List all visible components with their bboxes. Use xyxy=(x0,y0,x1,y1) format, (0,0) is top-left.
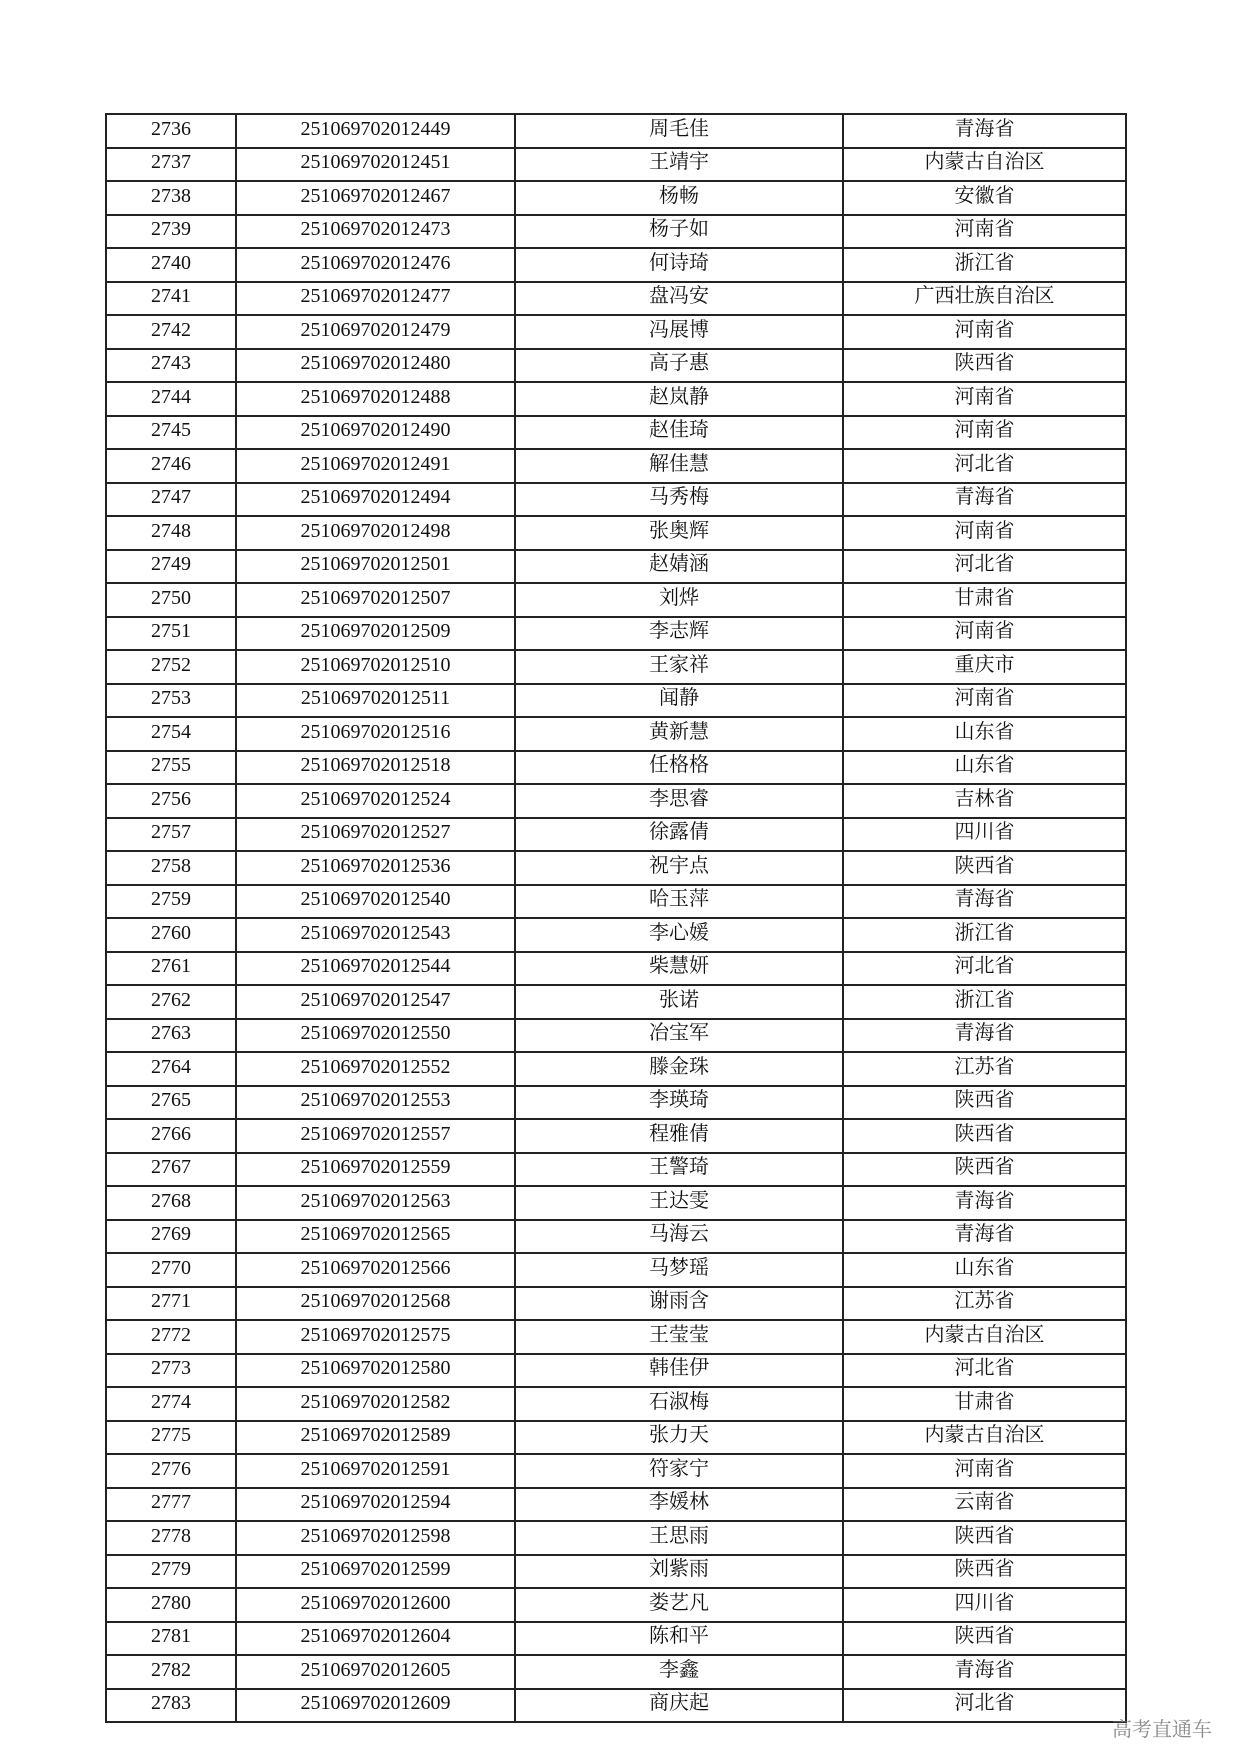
table-row xyxy=(106,1521,1126,1555)
watermark: 高考直通车 xyxy=(1112,1717,1212,1741)
exam-id-cell: 251069702012477 xyxy=(236,282,515,316)
row-number-cell: 2778 xyxy=(106,1521,236,1555)
student-name-cell: 解佳慧 xyxy=(515,449,843,483)
row-number-cell: 2772 xyxy=(106,1320,236,1354)
exam-id-cell: 251069702012476 xyxy=(236,248,515,282)
row-number-cell: 2774 xyxy=(106,1387,236,1421)
province-cell: 陕西省 xyxy=(843,1153,1126,1187)
student-name-cell: 滕金珠 xyxy=(515,1052,843,1086)
row-number-cell: 2751 xyxy=(106,617,236,651)
student-name-cell: 闻静 xyxy=(515,684,843,718)
province-cell: 陕西省 xyxy=(843,1119,1126,1153)
province-cell: 内蒙古自治区 xyxy=(843,1421,1126,1455)
student-name-cell: 赵婧涵 xyxy=(515,550,843,584)
student-name-cell: 任格格 xyxy=(515,751,843,785)
province-cell: 山东省 xyxy=(843,751,1126,785)
exam-id-cell: 251069702012552 xyxy=(236,1052,515,1086)
table-row xyxy=(106,952,1126,986)
province-cell: 河南省 xyxy=(843,684,1126,718)
province-cell: 安徽省 xyxy=(843,181,1126,215)
student-name-cell: 李思睿 xyxy=(515,784,843,818)
table-row xyxy=(106,617,1126,651)
table-row xyxy=(106,516,1126,550)
table-row xyxy=(106,1421,1126,1455)
row-number-cell: 2781 xyxy=(106,1622,236,1656)
exam-id-cell: 251069702012565 xyxy=(236,1220,515,1254)
student-name-cell: 李鑫 xyxy=(515,1655,843,1689)
student-name-cell: 马秀梅 xyxy=(515,483,843,517)
row-number-cell: 2769 xyxy=(106,1220,236,1254)
table-row xyxy=(106,918,1126,952)
student-name-cell: 谢雨含 xyxy=(515,1287,843,1321)
province-cell: 内蒙古自治区 xyxy=(843,148,1126,182)
student-list-table xyxy=(105,113,1127,1723)
exam-id-cell: 251069702012600 xyxy=(236,1588,515,1622)
student-name-cell: 张力天 xyxy=(515,1421,843,1455)
row-number-cell: 2765 xyxy=(106,1086,236,1120)
student-name-cell: 徐露倩 xyxy=(515,818,843,852)
province-cell: 云南省 xyxy=(843,1488,1126,1522)
exam-id-cell: 251069702012509 xyxy=(236,617,515,651)
province-cell: 青海省 xyxy=(843,114,1126,148)
exam-id-cell: 251069702012543 xyxy=(236,918,515,952)
exam-id-cell: 251069702012488 xyxy=(236,382,515,416)
row-number-cell: 2777 xyxy=(106,1488,236,1522)
province-cell: 甘肃省 xyxy=(843,1387,1126,1421)
exam-id-cell: 251069702012547 xyxy=(236,985,515,1019)
table-row xyxy=(106,1354,1126,1388)
table-row xyxy=(106,1153,1126,1187)
student-name-cell: 张诺 xyxy=(515,985,843,1019)
student-name-cell: 韩佳伊 xyxy=(515,1354,843,1388)
table-row xyxy=(106,985,1126,1019)
province-cell: 河南省 xyxy=(843,416,1126,450)
exam-id-cell: 251069702012527 xyxy=(236,818,515,852)
row-number-cell: 2773 xyxy=(106,1354,236,1388)
row-number-cell: 2771 xyxy=(106,1287,236,1321)
row-number-cell: 2766 xyxy=(106,1119,236,1153)
province-cell: 江苏省 xyxy=(843,1052,1126,1086)
province-cell: 青海省 xyxy=(843,885,1126,919)
row-number-cell: 2768 xyxy=(106,1186,236,1220)
student-name-cell: 李媛林 xyxy=(515,1488,843,1522)
row-number-cell: 2776 xyxy=(106,1454,236,1488)
row-number-cell: 2747 xyxy=(106,483,236,517)
table-row xyxy=(106,382,1126,416)
student-name-cell: 王靖宇 xyxy=(515,148,843,182)
student-name-cell: 哈玉萍 xyxy=(515,885,843,919)
province-cell: 陕西省 xyxy=(843,1622,1126,1656)
row-number-cell: 2758 xyxy=(106,851,236,885)
table-row xyxy=(106,1488,1126,1522)
student-name-cell: 程雅倩 xyxy=(515,1119,843,1153)
table-row xyxy=(106,1220,1126,1254)
province-cell: 河南省 xyxy=(843,1454,1126,1488)
exam-id-cell: 251069702012568 xyxy=(236,1287,515,1321)
exam-id-cell: 251069702012518 xyxy=(236,751,515,785)
student-name-cell: 黄新慧 xyxy=(515,717,843,751)
exam-id-cell: 251069702012557 xyxy=(236,1119,515,1153)
table-row xyxy=(106,1119,1126,1153)
student-name-cell: 周毛佳 xyxy=(515,114,843,148)
table-row xyxy=(106,1387,1126,1421)
table-row xyxy=(106,1086,1126,1120)
row-number-cell: 2754 xyxy=(106,717,236,751)
exam-id-cell: 251069702012480 xyxy=(236,349,515,383)
exam-id-cell: 251069702012550 xyxy=(236,1019,515,1053)
province-cell: 广西壮族自治区 xyxy=(843,282,1126,316)
exam-id-cell: 251069702012580 xyxy=(236,1354,515,1388)
exam-id-cell: 251069702012553 xyxy=(236,1086,515,1120)
student-name-cell: 李心媛 xyxy=(515,918,843,952)
student-name-cell: 符家宁 xyxy=(515,1454,843,1488)
table-row xyxy=(106,1454,1126,1488)
student-name-cell: 冯展博 xyxy=(515,315,843,349)
row-number-cell: 2767 xyxy=(106,1153,236,1187)
province-cell: 河南省 xyxy=(843,617,1126,651)
exam-id-cell: 251069702012536 xyxy=(236,851,515,885)
province-cell: 河北省 xyxy=(843,449,1126,483)
row-number-cell: 2745 xyxy=(106,416,236,450)
province-cell: 陕西省 xyxy=(843,1521,1126,1555)
student-name-cell: 马梦瑶 xyxy=(515,1253,843,1287)
student-name-cell: 杨畅 xyxy=(515,181,843,215)
table-row xyxy=(106,885,1126,919)
table-row xyxy=(106,784,1126,818)
province-cell: 重庆市 xyxy=(843,650,1126,684)
province-cell: 甘肃省 xyxy=(843,583,1126,617)
student-name-cell: 刘紫雨 xyxy=(515,1555,843,1589)
table-row xyxy=(106,1622,1126,1656)
table-row xyxy=(106,315,1126,349)
student-name-cell: 盘冯安 xyxy=(515,282,843,316)
table-row xyxy=(106,1320,1126,1354)
row-number-cell: 2749 xyxy=(106,550,236,584)
student-name-cell: 冶宝军 xyxy=(515,1019,843,1053)
table-row xyxy=(106,449,1126,483)
province-cell: 河北省 xyxy=(843,1689,1126,1723)
province-cell: 江苏省 xyxy=(843,1287,1126,1321)
exam-id-cell: 251069702012467 xyxy=(236,181,515,215)
table-row xyxy=(106,684,1126,718)
row-number-cell: 2737 xyxy=(106,148,236,182)
exam-id-cell: 251069702012609 xyxy=(236,1689,515,1723)
province-cell: 吉林省 xyxy=(843,784,1126,818)
exam-id-cell: 251069702012507 xyxy=(236,583,515,617)
province-cell: 青海省 xyxy=(843,483,1126,517)
province-cell: 陕西省 xyxy=(843,851,1126,885)
student-name-cell: 陈和平 xyxy=(515,1622,843,1656)
table-row xyxy=(106,583,1126,617)
exam-id-cell: 251069702012516 xyxy=(236,717,515,751)
exam-id-cell: 251069702012575 xyxy=(236,1320,515,1354)
province-cell: 陕西省 xyxy=(843,349,1126,383)
student-name-cell: 杨子如 xyxy=(515,215,843,249)
row-number-cell: 2783 xyxy=(106,1689,236,1723)
row-number-cell: 2764 xyxy=(106,1052,236,1086)
province-cell: 青海省 xyxy=(843,1186,1126,1220)
row-number-cell: 2752 xyxy=(106,650,236,684)
table-row xyxy=(106,818,1126,852)
exam-id-cell: 251069702012599 xyxy=(236,1555,515,1589)
student-name-cell: 马海云 xyxy=(515,1220,843,1254)
exam-id-cell: 251069702012451 xyxy=(236,148,515,182)
province-cell: 浙江省 xyxy=(843,918,1126,952)
exam-id-cell: 251069702012490 xyxy=(236,416,515,450)
row-number-cell: 2761 xyxy=(106,952,236,986)
row-number-cell: 2748 xyxy=(106,516,236,550)
exam-id-cell: 251069702012540 xyxy=(236,885,515,919)
student-name-cell: 柴慧妍 xyxy=(515,952,843,986)
exam-id-cell: 251069702012605 xyxy=(236,1655,515,1689)
table-row xyxy=(106,1253,1126,1287)
row-number-cell: 2775 xyxy=(106,1421,236,1455)
student-name-cell: 李瑛琦 xyxy=(515,1086,843,1120)
student-name-cell: 李志辉 xyxy=(515,617,843,651)
row-number-cell: 2753 xyxy=(106,684,236,718)
province-cell: 河南省 xyxy=(843,215,1126,249)
exam-id-cell: 251069702012591 xyxy=(236,1454,515,1488)
province-cell: 山东省 xyxy=(843,1253,1126,1287)
row-number-cell: 2770 xyxy=(106,1253,236,1287)
row-number-cell: 2762 xyxy=(106,985,236,1019)
exam-id-cell: 251069702012501 xyxy=(236,550,515,584)
table-row xyxy=(106,717,1126,751)
row-number-cell: 2755 xyxy=(106,751,236,785)
exam-id-cell: 251069702012473 xyxy=(236,215,515,249)
province-cell: 河南省 xyxy=(843,382,1126,416)
row-number-cell: 2763 xyxy=(106,1019,236,1053)
table-row xyxy=(106,248,1126,282)
province-cell: 陕西省 xyxy=(843,1555,1126,1589)
table-row xyxy=(106,416,1126,450)
province-cell: 浙江省 xyxy=(843,248,1126,282)
table-row xyxy=(106,851,1126,885)
table-row xyxy=(106,550,1126,584)
exam-id-cell: 251069702012449 xyxy=(236,114,515,148)
exam-id-cell: 251069702012563 xyxy=(236,1186,515,1220)
table-row xyxy=(106,1555,1126,1589)
row-number-cell: 2779 xyxy=(106,1555,236,1589)
table-row xyxy=(106,114,1126,148)
province-cell: 河南省 xyxy=(843,315,1126,349)
student-name-cell: 王思雨 xyxy=(515,1521,843,1555)
exam-id-cell: 251069702012594 xyxy=(236,1488,515,1522)
row-number-cell: 2742 xyxy=(106,315,236,349)
row-number-cell: 2736 xyxy=(106,114,236,148)
province-cell: 青海省 xyxy=(843,1019,1126,1053)
row-number-cell: 2741 xyxy=(106,282,236,316)
row-number-cell: 2744 xyxy=(106,382,236,416)
student-name-cell: 赵岚静 xyxy=(515,382,843,416)
exam-id-cell: 251069702012566 xyxy=(236,1253,515,1287)
exam-id-cell: 251069702012524 xyxy=(236,784,515,818)
row-number-cell: 2743 xyxy=(106,349,236,383)
exam-id-cell: 251069702012582 xyxy=(236,1387,515,1421)
row-number-cell: 2759 xyxy=(106,885,236,919)
exam-id-cell: 251069702012598 xyxy=(236,1521,515,1555)
student-name-cell: 王警琦 xyxy=(515,1153,843,1187)
table-row xyxy=(106,349,1126,383)
province-cell: 内蒙古自治区 xyxy=(843,1320,1126,1354)
row-number-cell: 2756 xyxy=(106,784,236,818)
province-cell: 河北省 xyxy=(843,550,1126,584)
student-name-cell: 王达雯 xyxy=(515,1186,843,1220)
exam-id-cell: 251069702012559 xyxy=(236,1153,515,1187)
table-row xyxy=(106,148,1126,182)
row-number-cell: 2750 xyxy=(106,583,236,617)
student-name-cell: 张奥辉 xyxy=(515,516,843,550)
table-row xyxy=(106,215,1126,249)
table-row xyxy=(106,650,1126,684)
row-number-cell: 2782 xyxy=(106,1655,236,1689)
row-number-cell: 2739 xyxy=(106,215,236,249)
province-cell: 河北省 xyxy=(843,952,1126,986)
province-cell: 河南省 xyxy=(843,516,1126,550)
province-cell: 浙江省 xyxy=(843,985,1126,1019)
table-row xyxy=(106,1019,1126,1053)
student-name-cell: 王家祥 xyxy=(515,650,843,684)
exam-id-cell: 251069702012544 xyxy=(236,952,515,986)
exam-id-cell: 251069702012589 xyxy=(236,1421,515,1455)
exam-id-cell: 251069702012604 xyxy=(236,1622,515,1656)
province-cell: 青海省 xyxy=(843,1220,1126,1254)
row-number-cell: 2738 xyxy=(106,181,236,215)
student-name-cell: 石淑梅 xyxy=(515,1387,843,1421)
table-row xyxy=(106,181,1126,215)
exam-id-cell: 251069702012491 xyxy=(236,449,515,483)
table-row xyxy=(106,483,1126,517)
table-row xyxy=(106,1689,1126,1723)
row-number-cell: 2757 xyxy=(106,818,236,852)
student-name-cell: 祝宇点 xyxy=(515,851,843,885)
province-cell: 陕西省 xyxy=(843,1086,1126,1120)
table-row xyxy=(106,1052,1126,1086)
exam-id-cell: 251069702012494 xyxy=(236,483,515,517)
row-number-cell: 2740 xyxy=(106,248,236,282)
table-row xyxy=(106,1186,1126,1220)
exam-id-cell: 251069702012498 xyxy=(236,516,515,550)
table-row xyxy=(106,282,1126,316)
row-number-cell: 2780 xyxy=(106,1588,236,1622)
exam-id-cell: 251069702012511 xyxy=(236,684,515,718)
student-name-cell: 刘烨 xyxy=(515,583,843,617)
row-number-cell: 2760 xyxy=(106,918,236,952)
student-name-cell: 王莹莹 xyxy=(515,1320,843,1354)
province-cell: 四川省 xyxy=(843,1588,1126,1622)
student-name-cell: 高子惠 xyxy=(515,349,843,383)
table-row xyxy=(106,1655,1126,1689)
row-number-cell: 2746 xyxy=(106,449,236,483)
province-cell: 河北省 xyxy=(843,1354,1126,1388)
table-row xyxy=(106,751,1126,785)
student-name-cell: 娄艺凡 xyxy=(515,1588,843,1622)
province-cell: 山东省 xyxy=(843,717,1126,751)
student-name-cell: 何诗琦 xyxy=(515,248,843,282)
table-row xyxy=(106,1588,1126,1622)
student-name-cell: 商庆起 xyxy=(515,1689,843,1723)
table-row xyxy=(106,1287,1126,1321)
table-body xyxy=(106,114,1126,1722)
province-cell: 青海省 xyxy=(843,1655,1126,1689)
student-name-cell: 赵佳琦 xyxy=(515,416,843,450)
exam-id-cell: 251069702012510 xyxy=(236,650,515,684)
exam-id-cell: 251069702012479 xyxy=(236,315,515,349)
province-cell: 四川省 xyxy=(843,818,1126,852)
